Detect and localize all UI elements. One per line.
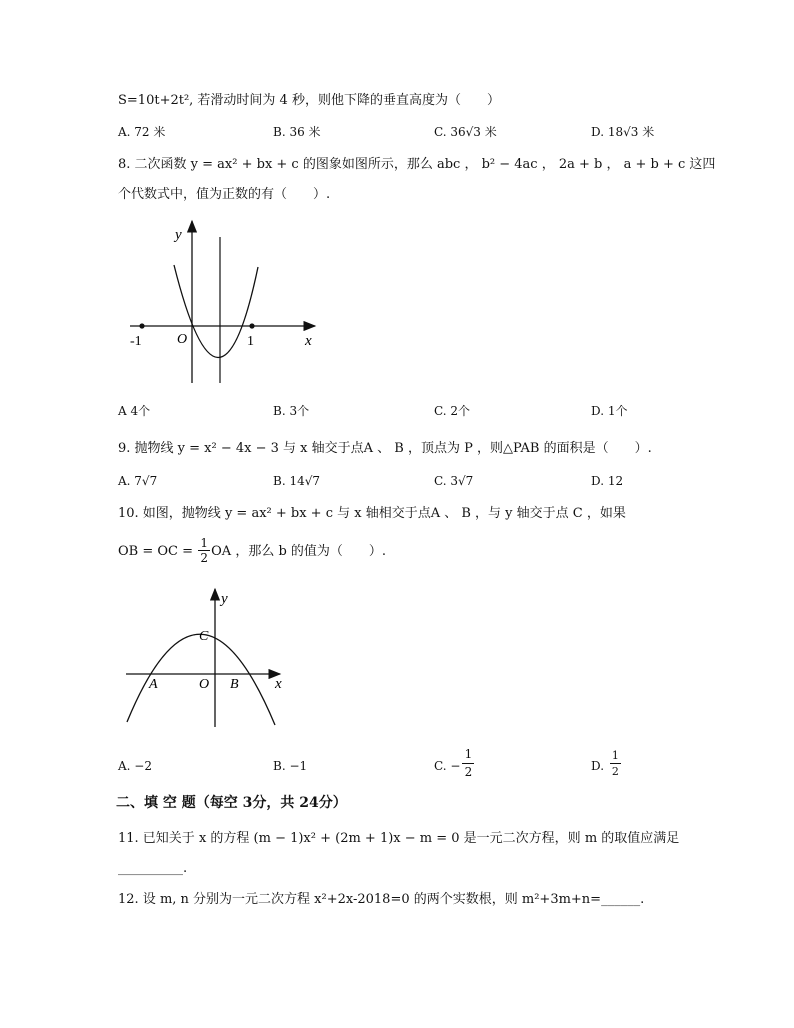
q7-option-b: B. 36 米 — [273, 125, 321, 139]
q10-parabola-graph — [120, 585, 290, 730]
q10-option-d-numerator: 1 — [611, 749, 619, 762]
q9-option-c: C. 3√7 — [434, 474, 474, 488]
q10-option-d-denominator: 2 — [611, 765, 619, 778]
q8-option-a: A 4个 — [118, 404, 151, 418]
q10-fraction-denominator: 2 — [200, 551, 208, 565]
q11-text-line2: __________. — [118, 861, 188, 876]
q9-option-b: B. 14√7 — [273, 474, 320, 488]
q10-label-x: x — [275, 676, 282, 692]
q10-option-d-fraction — [610, 748, 621, 779]
q8-text-line2: 个代数式中，值为正数的有（ ）. — [118, 187, 331, 202]
q10-option-c — [434, 746, 474, 786]
q10-option-d-label: D. — [591, 759, 608, 773]
q10-text-line2-left: OB = OC = — [118, 544, 198, 559]
q9-text: 9. 抛物线 y = x² − 4x − 3 与 x 轴交于点A 、 B ，顶点为 P ，则△PAB 的面积是（ ）. — [118, 441, 652, 456]
q10-option-c-label: C. − — [434, 759, 461, 773]
q8-parabola-graph — [120, 215, 330, 390]
q11-text-line1: 11. 已知关于 x 的方程 (m − 1)x² + (2m + 1)x − m = 0 是一元二次方程，则 m 的取值应满足 — [118, 831, 680, 846]
q8-label-x: x — [305, 333, 312, 349]
q8-label-1: 1 — [247, 334, 254, 349]
q10-fraction-numerator: 1 — [198, 536, 210, 551]
q7-option-c: C. 36√3 米 — [434, 125, 497, 139]
q10-option-a: A. −2 — [118, 759, 152, 773]
q7-option-a: A. 72 米 — [118, 125, 166, 139]
q8-option-c: C. 2个 — [434, 404, 471, 418]
q8-option-d: D. 1个 — [591, 404, 628, 418]
q7-text: S=10t+2t², 若滑动时间为 4 秒，则他下降的垂直高度为（ ） — [118, 93, 500, 108]
q10-label-b: B — [230, 677, 239, 692]
q7-option-d: D. 18√3 米 — [591, 125, 655, 139]
q12-text: 12. 设 m, n 分别为一元二次方程 x²+2x-2018=0 的两个实数根，则 m²+3m+n=______. — [118, 892, 645, 907]
q10-label-c: C — [199, 629, 209, 644]
q10-label-a: A — [149, 677, 158, 692]
q8-option-b: B. 3个 — [273, 404, 310, 418]
q9-option-d: D. 12 — [591, 474, 624, 488]
q10-fraction — [198, 536, 210, 565]
q10-label-y: y — [221, 591, 228, 607]
q10-option-c-fraction — [462, 746, 474, 781]
q10-option-c-numerator: 1 — [462, 746, 474, 764]
q10-label-o: O — [199, 677, 210, 692]
q8-point-neg1 — [139, 323, 144, 328]
q10-text-line1: 10. 如图，抛物线 y = ax² + bx + c 与 x 轴相交于点A 、 B ，与 y 轴交于点 C ，如果 — [118, 506, 626, 521]
q10-option-d — [591, 748, 621, 784]
q8-text-line1: 8. 二次函数 y = ax² + bx + c 的图象如图所示，那么 abc ， b² − 4ac ， 2a + b ， a + b + c 这四 — [118, 157, 716, 172]
q8-label-neg1: -1 — [130, 334, 142, 349]
q8-label-o: O — [177, 332, 188, 347]
q9-option-a: A. 7√7 — [118, 474, 158, 488]
q8-label-y: y — [175, 227, 182, 243]
q10-text-line2-right: OA ，那么 b 的值为（ ）. — [211, 544, 387, 559]
q8-point-1 — [249, 323, 254, 328]
q10-option-b: B. −1 — [273, 759, 308, 773]
q10-option-c-denominator: 2 — [464, 765, 473, 779]
q10-text-line2 — [118, 536, 386, 568]
section-title: 二、填 空 题（每空 3分，共 24分） — [116, 795, 347, 811]
